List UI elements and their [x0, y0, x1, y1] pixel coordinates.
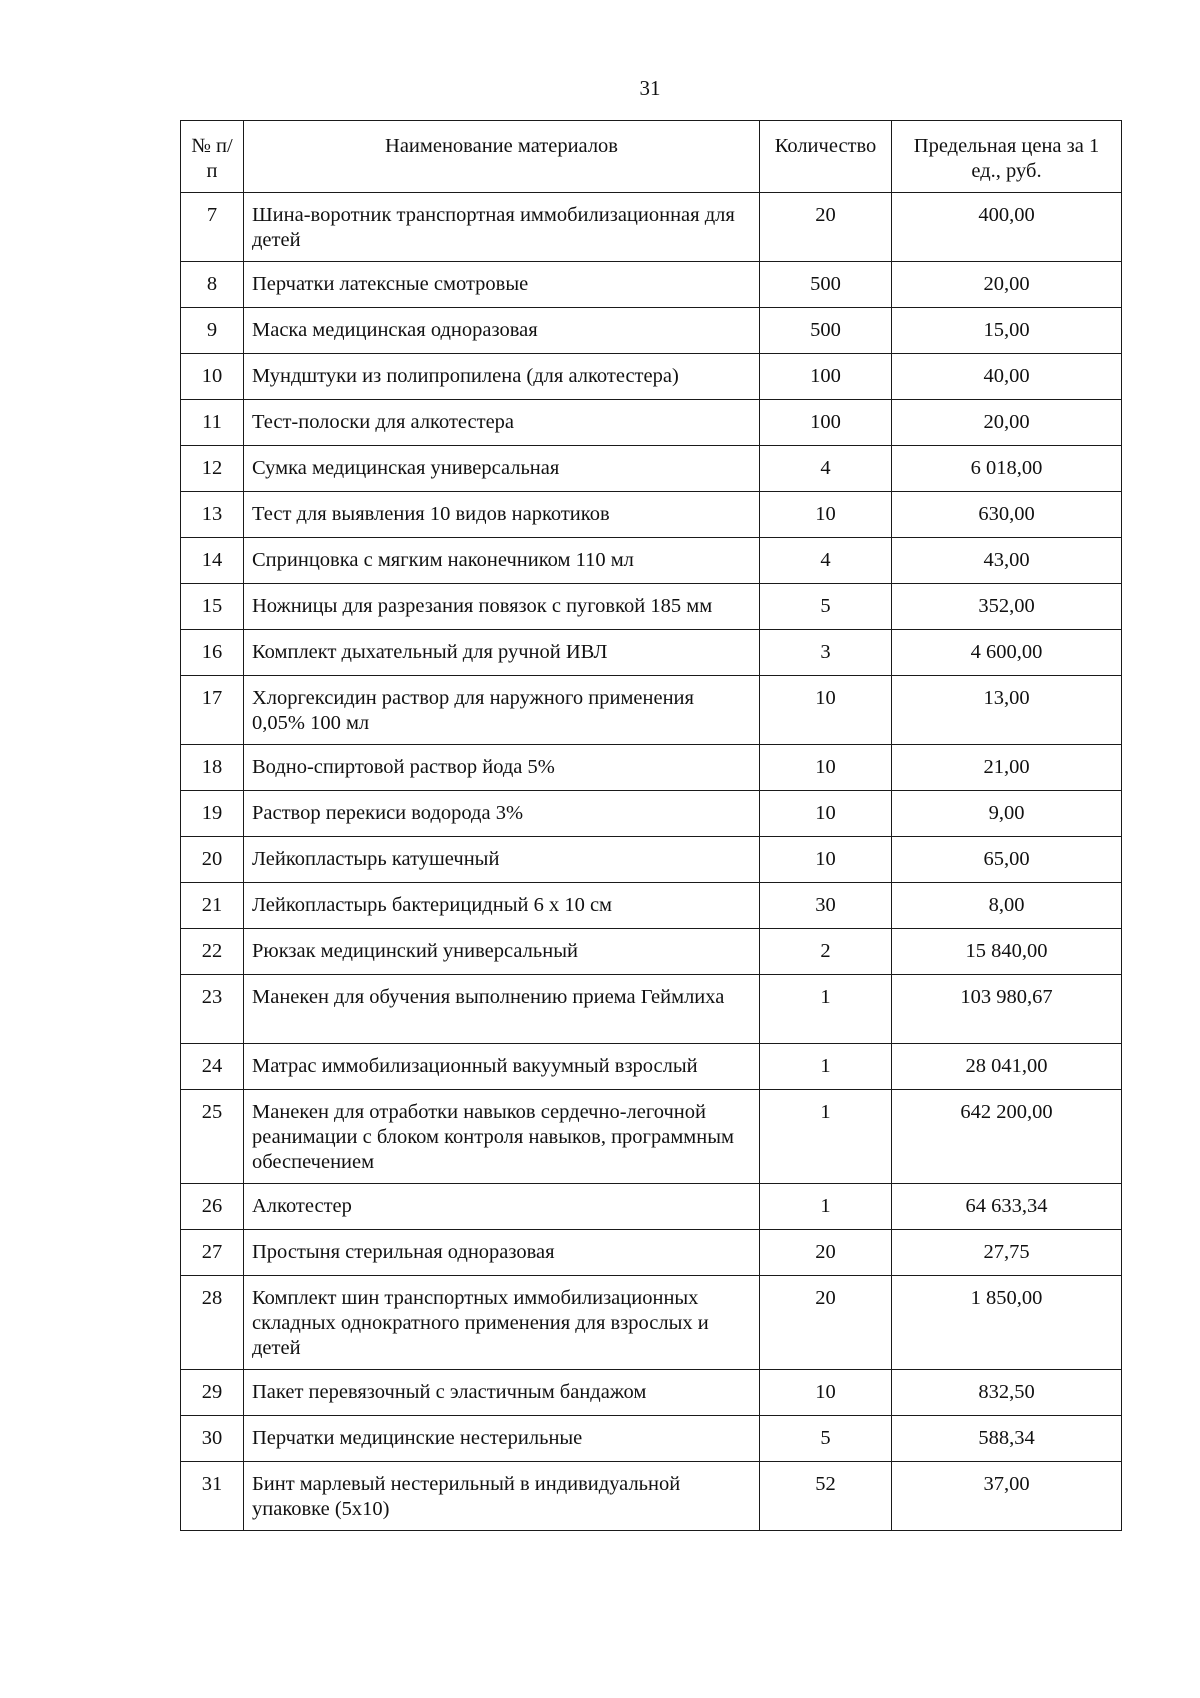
table-row [181, 538, 1122, 584]
row-name: Рюкзак медицинский универсальный [244, 929, 760, 975]
row-quantity: 30 [760, 883, 892, 929]
row-quantity: 20 [760, 193, 892, 262]
row-quantity: 4 [760, 446, 892, 492]
row-quantity: 1 [760, 1044, 892, 1090]
row-number: 30 [181, 1416, 244, 1462]
table-row [181, 1276, 1122, 1370]
row-name: Спринцовка с мягким наконечником 110 мл [244, 538, 760, 584]
row-number: 24 [181, 1044, 244, 1090]
table-row [181, 1416, 1122, 1462]
header-quantity: Количество [760, 121, 892, 193]
row-quantity: 1 [760, 1090, 892, 1184]
table-row [181, 837, 1122, 883]
table-row [181, 492, 1122, 538]
row-name: Лейкопластырь бактерицидный 6 х 10 см [244, 883, 760, 929]
row-name: Водно-спиртовой раствор йода 5% [244, 745, 760, 791]
table-row [181, 975, 1122, 1044]
row-number: 8 [181, 262, 244, 308]
table-row [181, 676, 1122, 745]
row-quantity: 5 [760, 1416, 892, 1462]
row-number: 29 [181, 1370, 244, 1416]
row-price: 400,00 [892, 193, 1122, 262]
row-number: 23 [181, 975, 244, 1044]
table-row [181, 1090, 1122, 1184]
row-quantity: 100 [760, 354, 892, 400]
materials-table [180, 120, 1122, 1531]
row-number: 18 [181, 745, 244, 791]
row-name: Простыня стерильная одноразовая [244, 1230, 760, 1276]
row-price: 9,00 [892, 791, 1122, 837]
row-quantity: 500 [760, 262, 892, 308]
row-number: 31 [181, 1462, 244, 1531]
row-number: 12 [181, 446, 244, 492]
row-price: 15 840,00 [892, 929, 1122, 975]
row-name: Тест для выявления 10 видов наркотиков [244, 492, 760, 538]
row-price: 13,00 [892, 676, 1122, 745]
row-number: 16 [181, 630, 244, 676]
row-number: 20 [181, 837, 244, 883]
row-number: 10 [181, 354, 244, 400]
table-row [181, 584, 1122, 630]
table-row [181, 193, 1122, 262]
row-price: 6 018,00 [892, 446, 1122, 492]
table-row [181, 745, 1122, 791]
row-quantity: 52 [760, 1462, 892, 1531]
row-price: 21,00 [892, 745, 1122, 791]
row-number: 19 [181, 791, 244, 837]
row-price: 15,00 [892, 308, 1122, 354]
row-quantity: 500 [760, 308, 892, 354]
table-row [181, 1462, 1122, 1531]
row-quantity: 2 [760, 929, 892, 975]
row-name: Тест-полоски для алкотестера [244, 400, 760, 446]
table-row [181, 883, 1122, 929]
row-name: Маска медицинская одноразовая [244, 308, 760, 354]
table-row [181, 929, 1122, 975]
table-row [181, 400, 1122, 446]
table-row [181, 308, 1122, 354]
table-row [181, 262, 1122, 308]
table-header-row [181, 121, 1122, 193]
row-name: Ножницы для разрезания повязок с пуговкой 185 мм [244, 584, 760, 630]
table-row [181, 446, 1122, 492]
row-price: 27,75 [892, 1230, 1122, 1276]
header-price: Предельная цена за 1 ед., руб. [892, 121, 1122, 193]
row-price: 40,00 [892, 354, 1122, 400]
row-name: Хлоргексидин раствор для наружного применения 0,05% 100 мл [244, 676, 760, 745]
row-name: Комплект дыхательный для ручной ИВЛ [244, 630, 760, 676]
row-quantity: 5 [760, 584, 892, 630]
row-price: 20,00 [892, 400, 1122, 446]
table-row [181, 354, 1122, 400]
row-number: 17 [181, 676, 244, 745]
row-number: 25 [181, 1090, 244, 1184]
row-price: 103 980,67 [892, 975, 1122, 1044]
row-number: 22 [181, 929, 244, 975]
row-price: 8,00 [892, 883, 1122, 929]
row-number: 21 [181, 883, 244, 929]
row-quantity: 10 [760, 1370, 892, 1416]
row-number: 26 [181, 1184, 244, 1230]
row-price: 4 600,00 [892, 630, 1122, 676]
row-number: 15 [181, 584, 244, 630]
row-quantity: 10 [760, 745, 892, 791]
row-name: Пакет перевязочный с эластичным бандажом [244, 1370, 760, 1416]
row-price: 642 200,00 [892, 1090, 1122, 1184]
row-price: 20,00 [892, 262, 1122, 308]
row-name: Мундштуки из полипропилена (для алкотестера) [244, 354, 760, 400]
row-quantity: 3 [760, 630, 892, 676]
row-name: Манекен для обучения выполнению приема Геймлиха [244, 975, 760, 1044]
row-price: 630,00 [892, 492, 1122, 538]
row-quantity: 10 [760, 791, 892, 837]
row-number: 13 [181, 492, 244, 538]
row-name: Комплект шин транспортных иммобилизационных складных однократного применения для взрослых и детей [244, 1276, 760, 1370]
table-row [181, 1370, 1122, 1416]
row-quantity: 10 [760, 676, 892, 745]
row-price: 64 633,34 [892, 1184, 1122, 1230]
table-row [181, 1044, 1122, 1090]
row-price: 588,34 [892, 1416, 1122, 1462]
table-row [181, 630, 1122, 676]
row-name: Бинт марлевый нестерильный в индивидуальной упаковке (5х10) [244, 1462, 760, 1531]
row-number: 11 [181, 400, 244, 446]
row-price: 37,00 [892, 1462, 1122, 1531]
row-number: 9 [181, 308, 244, 354]
row-price: 43,00 [892, 538, 1122, 584]
row-number: 27 [181, 1230, 244, 1276]
row-price: 832,50 [892, 1370, 1122, 1416]
row-name: Алкотестер [244, 1184, 760, 1230]
row-price: 65,00 [892, 837, 1122, 883]
row-name: Перчатки медицинские нестерильные [244, 1416, 760, 1462]
header-name: Наименование материалов [244, 121, 760, 193]
row-name: Манекен для отработки навыков сердечно-легочной реанимации с блоком контроля навыков, программным обеспечением [244, 1090, 760, 1184]
row-quantity: 10 [760, 837, 892, 883]
row-price: 352,00 [892, 584, 1122, 630]
row-quantity: 20 [760, 1276, 892, 1370]
row-name: Сумка медицинская универсальная [244, 446, 760, 492]
row-quantity: 4 [760, 538, 892, 584]
row-name: Шина-воротник транспортная иммобилизационная для детей [244, 193, 760, 262]
row-number: 14 [181, 538, 244, 584]
row-name: Матрас иммобилизационный вакуумный взрослый [244, 1044, 760, 1090]
row-quantity: 100 [760, 400, 892, 446]
row-quantity: 20 [760, 1230, 892, 1276]
table-row [181, 1230, 1122, 1276]
table-row [181, 791, 1122, 837]
header-number: № п/п [181, 121, 244, 193]
row-number: 7 [181, 193, 244, 262]
row-quantity: 1 [760, 1184, 892, 1230]
row-name: Перчатки латексные смотровые [244, 262, 760, 308]
row-name: Раствор перекиси водорода 3% [244, 791, 760, 837]
row-quantity: 10 [760, 492, 892, 538]
row-name: Лейкопластырь катушечный [244, 837, 760, 883]
row-price: 1 850,00 [892, 1276, 1122, 1370]
row-number: 28 [181, 1276, 244, 1370]
page-number: 31 [639, 76, 661, 100]
table-row [181, 1184, 1122, 1230]
row-price: 28 041,00 [892, 1044, 1122, 1090]
row-quantity: 1 [760, 975, 892, 1044]
